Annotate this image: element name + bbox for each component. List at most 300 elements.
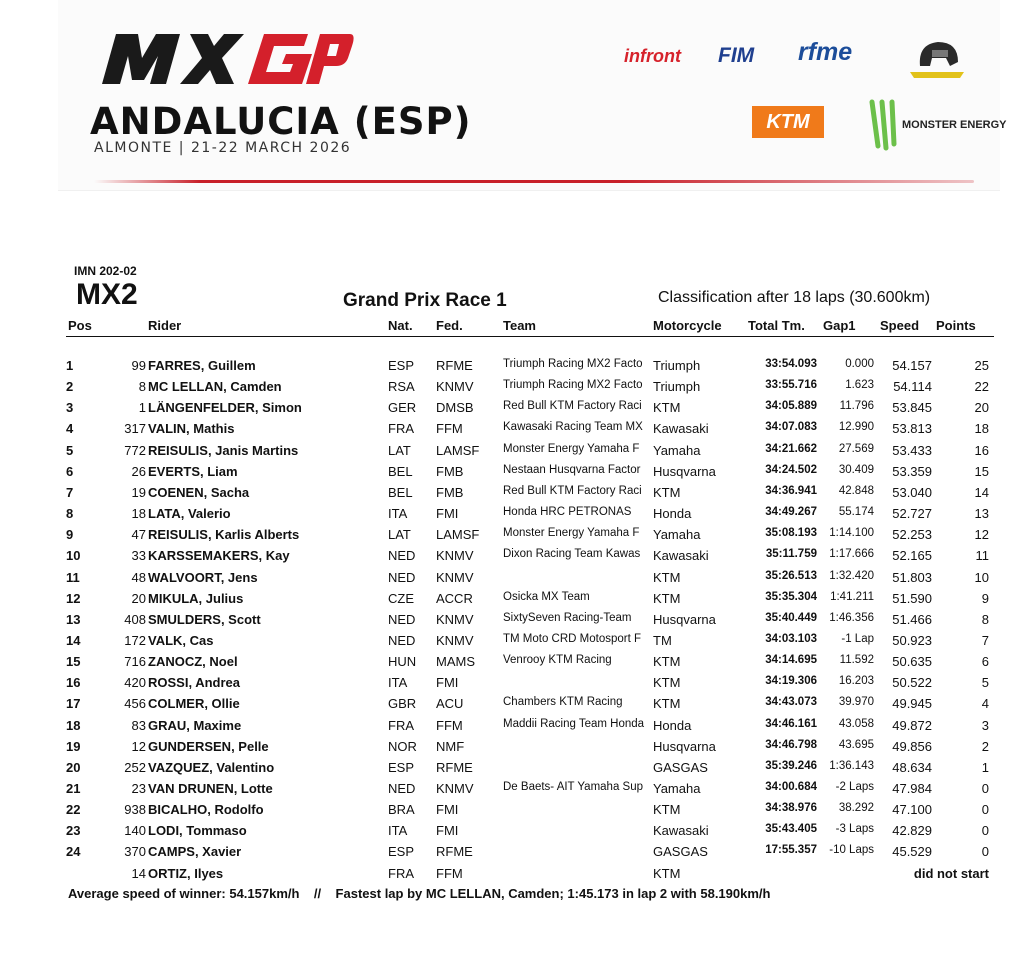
rider-motorcycle: KTM bbox=[653, 802, 681, 818]
rider-motorcycle: GASGAS bbox=[653, 844, 708, 860]
rider-motorcycle: KTM bbox=[653, 675, 681, 691]
points: 5 bbox=[981, 675, 989, 691]
rider-federation: FFM bbox=[436, 717, 463, 733]
position: 14 bbox=[66, 632, 81, 648]
rider-federation: LAMSF bbox=[436, 527, 480, 543]
rider-nation: ESP bbox=[388, 358, 415, 373]
rider-motorcycle: KTM bbox=[653, 400, 681, 416]
points: 14 bbox=[974, 484, 989, 500]
position: 16 bbox=[66, 675, 81, 691]
points: 22 bbox=[974, 379, 989, 395]
table-row bbox=[66, 802, 994, 822]
table-row bbox=[66, 527, 994, 547]
rider-name: FARRES, Guillem bbox=[148, 358, 256, 373]
position: 11 bbox=[66, 569, 80, 585]
gap-to-leader: 38.292 bbox=[838, 802, 874, 815]
rider-nation: ESP bbox=[388, 759, 415, 775]
table-row bbox=[66, 421, 994, 441]
total-time: 33:55.716 bbox=[765, 379, 817, 392]
position: 6 bbox=[66, 463, 74, 479]
rider-number: 456 bbox=[124, 696, 146, 712]
table-row bbox=[66, 823, 994, 843]
rider-motorcycle: Yamaha bbox=[653, 442, 701, 458]
dns-note: did not start bbox=[913, 865, 989, 881]
rider-name: EVERTS, Liam bbox=[148, 463, 238, 479]
rider-federation: FMI bbox=[436, 823, 459, 839]
rider-number: 26 bbox=[131, 463, 146, 479]
table-row bbox=[66, 675, 994, 695]
rider-team: Maddii Racing Team Honda bbox=[503, 717, 645, 730]
helmet-logo bbox=[906, 36, 968, 80]
table-row bbox=[66, 400, 994, 420]
rider-nation: NED bbox=[388, 611, 416, 627]
rider-motorcycle: Honda bbox=[653, 717, 692, 733]
position: 4 bbox=[66, 421, 74, 437]
table-row bbox=[66, 591, 994, 611]
rider-motorcycle: KTM bbox=[653, 654, 681, 670]
rider-motorcycle: KTM bbox=[653, 569, 681, 585]
rider-nation: NED bbox=[388, 781, 416, 796]
points: 10 bbox=[974, 569, 989, 585]
rider-team: Triumph Racing MX2 Facto bbox=[503, 358, 643, 370]
position: 19 bbox=[66, 738, 81, 754]
points: 11 bbox=[975, 548, 989, 564]
points: 20 bbox=[974, 400, 989, 416]
rider-nation: HUN bbox=[388, 654, 417, 670]
position: 17 bbox=[66, 696, 81, 712]
total-time: 34:46.798 bbox=[765, 738, 817, 751]
position: 13 bbox=[66, 611, 81, 627]
table-row bbox=[66, 548, 994, 568]
rider-team: Osicka MX Team bbox=[503, 590, 590, 603]
rider-name: COLMER, Ollie bbox=[148, 696, 240, 712]
gap-to-leader: 1:41.211 bbox=[830, 590, 874, 603]
rider-nation: ITA bbox=[388, 675, 408, 691]
rider-number: 772 bbox=[124, 442, 146, 458]
points: 4 bbox=[981, 696, 989, 712]
rider-name: COENEN, Sacha bbox=[148, 484, 250, 500]
rider-number: 83 bbox=[131, 717, 146, 733]
rider-team: Red Bull KTM Factory Raci bbox=[503, 484, 642, 497]
ktm-logo: KTM bbox=[752, 106, 824, 138]
rider-federation: RFME bbox=[436, 759, 473, 775]
banner-divider bbox=[94, 180, 974, 183]
total-time: 34:07.083 bbox=[765, 421, 817, 434]
rider-name: CAMPS, Xavier bbox=[148, 844, 242, 860]
points: 1 bbox=[981, 759, 989, 775]
rider-team: TM Moto CRD Motosport F bbox=[503, 632, 642, 645]
rider-motorcycle: Husqvarna bbox=[653, 738, 716, 754]
total-time: 34:24.502 bbox=[765, 463, 817, 476]
total-time: 34:19.306 bbox=[765, 675, 817, 688]
rider-name: BICALHO, Rodolfo bbox=[148, 802, 264, 818]
col-pos: Pos bbox=[68, 318, 92, 333]
points: 8 bbox=[981, 611, 989, 627]
position: 24 bbox=[66, 844, 81, 860]
table-row bbox=[66, 760, 994, 780]
rider-nation: NED bbox=[388, 548, 416, 564]
points: 0 bbox=[981, 781, 989, 796]
average-speed: 53.433 bbox=[892, 442, 932, 458]
rider-name: ZANOCZ, Noel bbox=[148, 654, 238, 670]
total-time: 34:03.103 bbox=[765, 632, 817, 645]
rider-motorcycle: Yamaha bbox=[653, 781, 701, 796]
total-time: 34:05.889 bbox=[765, 400, 817, 413]
average-speed: 49.945 bbox=[892, 696, 932, 712]
rider-number: 19 bbox=[131, 484, 146, 500]
rider-nation: FRA bbox=[388, 865, 414, 881]
points: 13 bbox=[974, 506, 989, 522]
table-row bbox=[66, 739, 994, 759]
rider-motorcycle: Kawasaki bbox=[653, 823, 709, 839]
points: 0 bbox=[981, 844, 989, 860]
rider-number: 408 bbox=[124, 611, 146, 627]
rider-name: REISULIS, Janis Martins bbox=[148, 442, 299, 458]
col-fed: Fed. bbox=[436, 318, 463, 333]
rider-federation: LAMSF bbox=[436, 442, 480, 458]
rider-federation: KNMV bbox=[436, 611, 474, 627]
table-row bbox=[66, 506, 994, 526]
total-time: 34:46.161 bbox=[765, 717, 817, 730]
dns-row bbox=[66, 866, 994, 886]
gap-to-leader: -2 Laps bbox=[835, 781, 874, 793]
gap-to-leader: 1.623 bbox=[845, 379, 874, 392]
total-time: 34:43.073 bbox=[765, 696, 817, 709]
points: 0 bbox=[981, 823, 989, 839]
col-gap: Gap1 bbox=[823, 318, 856, 333]
rider-motorcycle: Triumph bbox=[653, 358, 701, 373]
rider-federation: FMI bbox=[436, 675, 459, 691]
col-motorcycle: Motorcycle bbox=[653, 318, 722, 333]
rider-name: SMULDERS, Scott bbox=[148, 611, 261, 627]
rider-federation: KNMV bbox=[436, 632, 474, 648]
position: 8 bbox=[66, 506, 74, 522]
rider-motorcycle: Yamaha bbox=[653, 527, 701, 543]
rider-number: 8 bbox=[138, 379, 146, 395]
average-speed: 48.634 bbox=[892, 759, 932, 775]
gap-to-leader: 30.409 bbox=[838, 463, 874, 476]
rider-federation: ACU bbox=[436, 696, 464, 712]
rider-name: ORTIZ, Ilyes bbox=[148, 865, 224, 881]
gap-to-leader: 1:17.666 bbox=[829, 548, 874, 561]
rider-name: MIKULA, Julius bbox=[148, 590, 244, 606]
rider-federation: KNMV bbox=[436, 781, 474, 796]
total-time: 35:35.304 bbox=[765, 590, 817, 603]
rider-number: 18 bbox=[131, 506, 146, 522]
rider-nation: ESP bbox=[388, 844, 415, 860]
gap-to-leader: 11.796 bbox=[839, 400, 874, 413]
rider-nation: FRA bbox=[388, 421, 414, 437]
average-speed: 54.157 bbox=[892, 358, 932, 373]
rfme-logo: rfme bbox=[798, 38, 853, 66]
points: 16 bbox=[974, 442, 989, 458]
rider-name: VAZQUEZ, Valentino bbox=[148, 759, 275, 775]
rider-name: WALVOORT, Jens bbox=[148, 569, 258, 585]
average-speed: 53.813 bbox=[892, 421, 932, 437]
gap-to-leader: -3 Laps bbox=[835, 823, 874, 836]
rider-team: Nestaan Husqvarna Factor bbox=[503, 463, 641, 476]
rider-federation: MAMS bbox=[436, 654, 475, 670]
position: 7 bbox=[66, 484, 74, 500]
svg-text:MONSTER ENERGY: MONSTER ENERGY bbox=[902, 119, 1007, 131]
table-row bbox=[66, 358, 994, 378]
document-code: IMN 202-02 bbox=[74, 264, 137, 278]
rider-motorcycle: KTM bbox=[653, 696, 681, 712]
gap-to-leader: 1:36.143 bbox=[829, 759, 874, 772]
rider-number: 20 bbox=[131, 590, 146, 606]
rider-name: VALIN, Mathis bbox=[148, 421, 235, 437]
points: 6 bbox=[981, 654, 989, 670]
points: 18 bbox=[974, 421, 989, 437]
rider-nation: BEL bbox=[388, 484, 413, 500]
rider-federation: FMB bbox=[436, 463, 464, 479]
race-name: Grand Prix Race 1 bbox=[343, 290, 507, 311]
average-speed: 50.923 bbox=[892, 632, 932, 648]
position: 22 bbox=[66, 802, 81, 818]
rider-name: GRAU, Maxime bbox=[148, 717, 242, 733]
total-time: 34:49.267 bbox=[765, 506, 817, 519]
total-time: 34:21.662 bbox=[765, 442, 817, 455]
rider-nation: LAT bbox=[388, 527, 411, 543]
rider-motorcycle: KTM bbox=[653, 865, 681, 881]
position: 1 bbox=[66, 358, 74, 373]
rider-federation: KNMV bbox=[436, 548, 474, 564]
rider-team: Chambers KTM Racing bbox=[503, 696, 623, 709]
rider-number: 1 bbox=[138, 400, 146, 416]
position: 9 bbox=[66, 527, 74, 543]
rider-motorcycle: Husqvarna bbox=[653, 463, 716, 479]
rider-nation: ITA bbox=[388, 823, 408, 839]
rider-nation: NED bbox=[388, 569, 416, 585]
rider-name: ROSSI, Andrea bbox=[148, 675, 240, 691]
total-time: 34:38.976 bbox=[765, 802, 817, 815]
rider-team: Triumph Racing MX2 Facto bbox=[503, 379, 643, 392]
fim-logo: FIM bbox=[718, 44, 755, 67]
position: 5 bbox=[66, 442, 74, 458]
average-speed: 53.845 bbox=[892, 400, 932, 416]
points: 12 bbox=[974, 527, 989, 543]
results-table-header bbox=[66, 318, 994, 337]
average-speed: 49.856 bbox=[892, 738, 932, 754]
gap-to-leader: 55.174 bbox=[838, 506, 874, 519]
table-row bbox=[66, 379, 994, 399]
position: 20 bbox=[66, 759, 81, 775]
points: 25 bbox=[974, 358, 989, 373]
col-points: Points bbox=[936, 318, 976, 333]
gap-to-leader: 43.695 bbox=[838, 738, 874, 751]
rider-number: 716 bbox=[124, 654, 146, 670]
rider-team: Monster Energy Yamaha F bbox=[503, 442, 640, 455]
gap-to-leader: -10 Laps bbox=[829, 844, 874, 857]
gap-to-leader: 16.203 bbox=[838, 675, 874, 688]
rider-federation: RFME bbox=[436, 358, 473, 373]
total-time: 17:55.357 bbox=[765, 844, 817, 857]
table-row bbox=[66, 633, 994, 653]
table-row bbox=[66, 570, 994, 590]
average-speed: 47.984 bbox=[892, 781, 932, 796]
rider-name: REISULIS, Karlis Alberts bbox=[148, 527, 300, 543]
gap-to-leader: 43.058 bbox=[838, 717, 874, 730]
rider-nation: BRA bbox=[388, 802, 415, 818]
gap-to-leader: 1:14.100 bbox=[829, 527, 874, 540]
col-total-time: Total Tm. bbox=[748, 318, 805, 333]
total-time: 35:40.449 bbox=[765, 611, 817, 624]
rider-federation: ACCR bbox=[436, 590, 473, 606]
rider-number: 47 bbox=[131, 527, 146, 543]
rider-number: 938 bbox=[124, 802, 146, 818]
position: 21 bbox=[66, 781, 81, 796]
average-speed: 49.872 bbox=[892, 717, 932, 733]
col-team: Team bbox=[503, 318, 536, 333]
rider-federation: FMB bbox=[436, 484, 464, 500]
rider-motorcycle: Honda bbox=[653, 506, 692, 522]
rider-name: GUNDERSEN, Pelle bbox=[148, 738, 269, 754]
table-row bbox=[66, 781, 994, 801]
rider-nation: ITA bbox=[388, 506, 408, 522]
rider-motorcycle: TM bbox=[653, 632, 672, 648]
gap-to-leader: 1:46.356 bbox=[829, 611, 874, 624]
average-speed: 51.803 bbox=[892, 569, 932, 585]
rider-number: 252 bbox=[124, 759, 146, 775]
rider-number: 172 bbox=[124, 632, 146, 648]
rider-name: LATA, Valerio bbox=[148, 506, 231, 522]
position: 23 bbox=[66, 823, 81, 839]
table-row bbox=[66, 612, 994, 632]
rider-team: Honda HRC PETRONAS bbox=[503, 506, 632, 519]
rider-number: 420 bbox=[124, 675, 146, 691]
rider-number: 99 bbox=[131, 358, 146, 373]
rider-team: De Baets- AIT Yamaha Sup bbox=[503, 781, 643, 793]
rider-motorcycle: KTM bbox=[653, 484, 681, 500]
gap-to-leader: 11.592 bbox=[839, 654, 874, 667]
gap-to-leader: 12.990 bbox=[838, 421, 874, 434]
average-speed: 52.165 bbox=[892, 548, 932, 564]
gap-to-leader: 39.970 bbox=[838, 696, 874, 709]
rider-number: 317 bbox=[124, 421, 146, 437]
position: 15 bbox=[66, 654, 81, 670]
points: 2 bbox=[981, 738, 989, 754]
points: 0 bbox=[981, 802, 989, 818]
rider-number: 33 bbox=[131, 548, 146, 564]
position: 18 bbox=[66, 717, 81, 733]
table-row bbox=[66, 718, 994, 738]
rider-nation: CZE bbox=[388, 590, 414, 606]
rider-number: 140 bbox=[124, 823, 146, 839]
rider-motorcycle: Kawasaki bbox=[653, 421, 709, 437]
average-speed: 53.359 bbox=[892, 463, 932, 479]
table-row bbox=[66, 464, 994, 484]
rider-team: Red Bull KTM Factory Raci bbox=[503, 400, 642, 413]
average-speed: 51.590 bbox=[892, 590, 932, 606]
position: 2 bbox=[66, 379, 74, 395]
race-footer: Average speed of winner: 54.157km/h // Fastest lap by MC LELLAN, Camden; 1:45.173 in lap 2 with 58.190km/h bbox=[68, 886, 771, 901]
rider-team: Monster Energy Yamaha F bbox=[503, 527, 640, 540]
rider-nation: LAT bbox=[388, 442, 411, 458]
total-time: 35:26.513 bbox=[765, 569, 817, 582]
total-time: 34:14.695 bbox=[765, 654, 817, 667]
average-speed: 50.635 bbox=[892, 654, 932, 670]
rider-federation: FMI bbox=[436, 802, 459, 818]
rider-federation: RFME bbox=[436, 844, 473, 860]
rider-name: MC LELLAN, Camden bbox=[148, 379, 282, 395]
rider-number: 23 bbox=[131, 781, 146, 796]
total-time: 34:00.684 bbox=[765, 781, 817, 793]
rider-federation: FFM bbox=[436, 421, 463, 437]
rider-motorcycle: Triumph bbox=[653, 379, 701, 395]
event-subtitle: ALMONTE | 21-22 MARCH 2026 bbox=[94, 140, 352, 156]
rider-federation: FFM bbox=[436, 865, 463, 881]
rider-team: SixtySeven Racing-Team bbox=[503, 611, 632, 624]
table-row bbox=[66, 443, 994, 463]
rider-number: 48 bbox=[131, 569, 146, 585]
average-speed: 47.100 bbox=[892, 802, 932, 818]
rider-team: Kawasaki Racing Team MX bbox=[503, 421, 643, 434]
rider-nation: NOR bbox=[388, 738, 417, 754]
rider-nation: FRA bbox=[388, 717, 414, 733]
gap-to-leader: 42.848 bbox=[838, 484, 874, 497]
rider-number: 12 bbox=[131, 738, 146, 754]
average-speed: 45.529 bbox=[892, 844, 932, 860]
rider-nation: NED bbox=[388, 632, 416, 648]
total-time: 35:43.405 bbox=[765, 823, 817, 836]
average-speed: 53.040 bbox=[892, 484, 932, 500]
gap-to-leader: 27.569 bbox=[838, 442, 874, 455]
points: 7 bbox=[981, 632, 989, 648]
rider-nation: RSA bbox=[388, 379, 415, 395]
total-time: 35:08.193 bbox=[765, 527, 817, 540]
rider-motorcycle: GASGAS bbox=[653, 759, 708, 775]
total-time: 35:39.246 bbox=[765, 759, 817, 772]
table-row bbox=[66, 654, 994, 674]
position: 12 bbox=[66, 590, 81, 606]
rider-name: LODI, Tommaso bbox=[148, 823, 247, 839]
event-banner bbox=[58, 0, 1007, 191]
table-row bbox=[66, 844, 994, 864]
rider-nation: BEL bbox=[388, 463, 413, 479]
event-title: ANDALUCIA (ESP) bbox=[90, 100, 472, 143]
col-rider: Rider bbox=[148, 318, 182, 333]
rider-name: LÄNGENFELDER, Simon bbox=[148, 400, 302, 416]
average-speed: 54.114 bbox=[893, 379, 932, 395]
total-time: 35:11.759 bbox=[765, 548, 817, 561]
rider-name: VAN DRUNEN, Lotte bbox=[148, 781, 273, 796]
classification-info: Classification after 18 laps (30.600km) bbox=[658, 289, 931, 306]
rider-federation: NMF bbox=[436, 738, 465, 754]
col-speed: Speed bbox=[880, 318, 920, 333]
rider-nation: GER bbox=[388, 400, 417, 416]
rider-federation: FMI bbox=[436, 506, 459, 522]
total-time: 33:54.093 bbox=[765, 358, 817, 370]
gap-to-leader: -1 Lap bbox=[841, 632, 874, 645]
position: 3 bbox=[66, 400, 74, 416]
total-time: 34:36.941 bbox=[765, 484, 817, 497]
table-row bbox=[66, 485, 994, 505]
rider-motorcycle: KTM bbox=[653, 590, 681, 606]
points: 15 bbox=[974, 463, 989, 479]
points: 9 bbox=[981, 590, 989, 606]
monster-energy-logo bbox=[866, 98, 1007, 152]
rider-federation: DMSB bbox=[436, 400, 474, 416]
rider-name: VALK, Cas bbox=[148, 632, 214, 648]
average-speed: 50.522 bbox=[892, 675, 932, 691]
mxgp-logo bbox=[94, 28, 354, 90]
rider-federation: KNMV bbox=[436, 569, 474, 585]
points: 3 bbox=[981, 717, 989, 733]
rider-number: 14 bbox=[131, 865, 146, 881]
table-row bbox=[66, 696, 994, 716]
rider-motorcycle: Husqvarna bbox=[653, 611, 716, 627]
average-speed: 52.727 bbox=[892, 506, 932, 522]
